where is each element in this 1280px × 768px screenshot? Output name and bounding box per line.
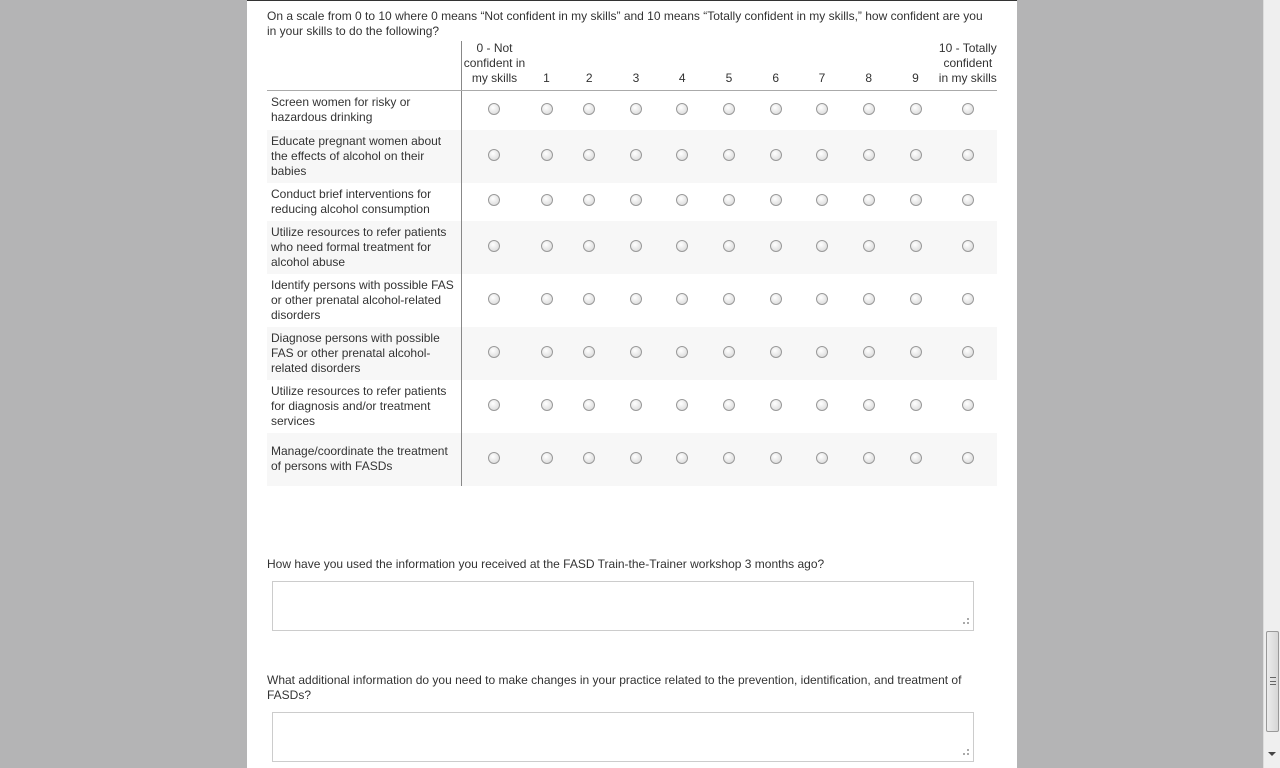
column-header: 3 — [613, 41, 659, 91]
radio-button-3[interactable] — [630, 194, 642, 206]
radio-button-1[interactable] — [541, 149, 553, 161]
radio-cell — [753, 327, 799, 380]
column-header: 2 — [566, 41, 613, 91]
radio-button-7[interactable] — [816, 103, 828, 115]
radio-cell — [753, 130, 799, 183]
radio-button-9[interactable] — [910, 240, 922, 252]
radio-cell — [753, 380, 799, 433]
radio-cell — [659, 221, 705, 274]
radio-button-8[interactable] — [863, 149, 875, 161]
row-label: Educate pregnant women about the effects of alcohol on their babies — [267, 130, 461, 183]
radio-cell — [461, 433, 527, 486]
radio-button-8[interactable] — [863, 240, 875, 252]
radio-cell — [892, 380, 938, 433]
radio-button-0[interactable] — [488, 149, 500, 161]
radio-cell — [799, 183, 845, 221]
column-header: 0 - Not confident in my skills — [461, 41, 527, 91]
radio-cell — [613, 183, 659, 221]
radio-cell — [527, 221, 565, 274]
column-header: 4 — [659, 41, 705, 91]
column-header: 5 — [705, 41, 752, 91]
radio-cell — [892, 433, 938, 486]
grip-icon — [1270, 677, 1276, 685]
radio-cell — [799, 91, 845, 130]
radio-button-2[interactable] — [583, 149, 595, 161]
row-label: Identify persons with possible FAS or other prenatal alcohol-related disorders — [267, 274, 461, 327]
radio-cell — [845, 433, 892, 486]
radio-button-7[interactable] — [816, 293, 828, 305]
radio-button-6[interactable] — [770, 194, 782, 206]
radio-cell — [939, 274, 997, 327]
radio-cell — [566, 327, 613, 380]
radio-cell — [566, 221, 613, 274]
radio-cell — [845, 327, 892, 380]
radio-cell — [799, 274, 845, 327]
radio-button-9[interactable] — [910, 103, 922, 115]
radio-button-5[interactable] — [723, 194, 735, 206]
radio-button-6[interactable] — [770, 103, 782, 115]
radio-button-6[interactable] — [770, 149, 782, 161]
radio-cell — [892, 274, 938, 327]
radio-cell — [659, 130, 705, 183]
matrix-row — [267, 380, 997, 433]
radio-cell — [939, 130, 997, 183]
radio-button-5[interactable] — [723, 452, 735, 464]
radio-cell — [845, 130, 892, 183]
column-header: 10 - Totally confident in my skills — [939, 41, 997, 91]
radio-button-7[interactable] — [816, 452, 828, 464]
radio-cell — [845, 183, 892, 221]
radio-button-9[interactable] — [910, 149, 922, 161]
radio-cell — [799, 433, 845, 486]
radio-cell — [845, 221, 892, 274]
radio-cell — [566, 183, 613, 221]
radio-cell — [939, 183, 997, 221]
radio-button-0[interactable] — [488, 346, 500, 358]
radio-button-3[interactable] — [630, 452, 642, 464]
radio-cell — [799, 380, 845, 433]
radio-cell — [461, 91, 527, 130]
vertical-scrollbar[interactable] — [1263, 0, 1280, 768]
q2-textarea[interactable] — [272, 581, 974, 631]
radio-button-0[interactable] — [488, 194, 500, 206]
radio-cell — [659, 327, 705, 380]
radio-button-3[interactable] — [630, 399, 642, 411]
radio-button-2[interactable] — [583, 346, 595, 358]
radio-cell — [659, 433, 705, 486]
radio-button-7[interactable] — [816, 399, 828, 411]
radio-button-9[interactable] — [910, 346, 922, 358]
row-label: Diagnose persons with possible FAS or other prenatal alcohol-related disorders — [267, 327, 461, 380]
radio-cell — [566, 274, 613, 327]
radio-cell — [461, 221, 527, 274]
radio-button-3[interactable] — [630, 346, 642, 358]
radio-cell — [527, 327, 565, 380]
radio-cell — [845, 91, 892, 130]
radio-button-9[interactable] — [910, 194, 922, 206]
radio-cell — [753, 183, 799, 221]
radio-button-8[interactable] — [863, 103, 875, 115]
radio-cell — [527, 130, 565, 183]
radio-button-9[interactable] — [910, 293, 922, 305]
radio-cell — [705, 274, 752, 327]
radio-button-0[interactable] — [488, 452, 500, 464]
matrix-row — [267, 221, 997, 274]
column-header: 6 — [753, 41, 799, 91]
radio-cell — [799, 221, 845, 274]
radio-button-0[interactable] — [488, 293, 500, 305]
matrix-row — [267, 130, 997, 183]
radio-cell — [939, 380, 997, 433]
radio-button-8[interactable] — [863, 399, 875, 411]
radio-button-5[interactable] — [723, 346, 735, 358]
radio-button-6[interactable] — [770, 293, 782, 305]
radio-cell — [845, 274, 892, 327]
radio-button-10[interactable] — [962, 293, 974, 305]
radio-cell — [892, 91, 938, 130]
radio-cell — [613, 327, 659, 380]
radio-button-7[interactable] — [816, 346, 828, 358]
radio-button-7[interactable] — [816, 240, 828, 252]
radio-cell — [892, 130, 938, 183]
matrix-question: On a scale from 0 to 10 where 0 means “Not confident in my skills” and 10 means “Totally confident in my skills,” how confident are you in your skills to do the following? — [267, 9, 983, 38]
resize-grip-icon[interactable] — [963, 618, 969, 624]
radio-button-7[interactable] — [816, 149, 828, 161]
radio-button-9[interactable] — [910, 399, 922, 411]
radio-cell — [527, 433, 565, 486]
radio-cell — [659, 274, 705, 327]
radio-button-2[interactable] — [583, 103, 595, 115]
radio-button-5[interactable] — [723, 399, 735, 411]
radio-cell — [705, 183, 752, 221]
radio-button-3[interactable] — [630, 293, 642, 305]
radio-button-6[interactable] — [770, 346, 782, 358]
radio-cell — [566, 130, 613, 183]
matrix-row — [267, 274, 997, 327]
radio-button-3[interactable] — [630, 149, 642, 161]
radio-cell — [566, 433, 613, 486]
radio-button-10[interactable] — [962, 240, 974, 252]
q3-question: What additional information do you need to make changes in your practice related to the prevention, identification, and treatment of FASDs? — [267, 673, 962, 702]
radio-cell — [461, 380, 527, 433]
radio-cell — [461, 183, 527, 221]
radio-cell — [939, 91, 997, 130]
radio-cell — [892, 183, 938, 221]
radio-cell — [566, 91, 613, 130]
radio-cell — [753, 221, 799, 274]
radio-button-1[interactable] — [541, 293, 553, 305]
radio-button-0[interactable] — [488, 240, 500, 252]
radio-button-3[interactable] — [630, 240, 642, 252]
radio-button-8[interactable] — [863, 293, 875, 305]
matrix-row — [267, 433, 997, 486]
radio-cell — [892, 327, 938, 380]
radio-cell — [892, 221, 938, 274]
radio-cell — [613, 433, 659, 486]
radio-button-4[interactable] — [676, 240, 688, 252]
matrix-row — [267, 91, 997, 130]
radio-cell — [461, 274, 527, 327]
radio-cell — [461, 130, 527, 183]
radio-button-7[interactable] — [816, 194, 828, 206]
radio-button-8[interactable] — [863, 346, 875, 358]
radio-button-6[interactable] — [770, 240, 782, 252]
radio-cell — [613, 221, 659, 274]
radio-button-1[interactable] — [541, 240, 553, 252]
radio-button-5[interactable] — [723, 103, 735, 115]
radio-button-6[interactable] — [770, 399, 782, 411]
radio-cell — [799, 327, 845, 380]
radio-button-6[interactable] — [770, 452, 782, 464]
radio-button-5[interactable] — [723, 240, 735, 252]
radio-cell — [753, 274, 799, 327]
column-header: 7 — [799, 41, 845, 91]
radio-button-4[interactable] — [676, 346, 688, 358]
row-label: Manage/coordinate the treatment of persons with FASDs — [267, 433, 461, 486]
corner-header — [267, 41, 461, 91]
radio-button-1[interactable] — [541, 399, 553, 411]
radio-cell — [613, 91, 659, 130]
matrix-row — [267, 327, 997, 380]
radio-button-8[interactable] — [863, 452, 875, 464]
radio-cell — [939, 221, 997, 274]
radio-button-10[interactable] — [962, 452, 974, 464]
radio-button-3[interactable] — [630, 103, 642, 115]
radio-cell — [659, 91, 705, 130]
q2-question: How have you used the information you received at the FASD Train-the-Trainer workshop 3 months ago? — [267, 557, 825, 571]
radio-cell — [613, 274, 659, 327]
column-header: 8 — [845, 41, 892, 91]
radio-button-8[interactable] — [863, 194, 875, 206]
radio-cell — [461, 327, 527, 380]
radio-cell — [705, 91, 752, 130]
radio-cell — [705, 380, 752, 433]
radio-cell — [527, 91, 565, 130]
radio-button-9[interactable] — [910, 452, 922, 464]
radio-cell — [705, 433, 752, 486]
radio-cell — [659, 183, 705, 221]
radio-button-1[interactable] — [541, 452, 553, 464]
radio-cell — [527, 183, 565, 221]
radio-cell — [753, 433, 799, 486]
radio-cell — [705, 221, 752, 274]
radio-button-1[interactable] — [541, 346, 553, 358]
radio-button-4[interactable] — [676, 293, 688, 305]
radio-button-4[interactable] — [676, 149, 688, 161]
radio-button-5[interactable] — [723, 149, 735, 161]
radio-button-4[interactable] — [676, 399, 688, 411]
radio-button-2[interactable] — [583, 293, 595, 305]
radio-button-10[interactable] — [962, 346, 974, 358]
resize-grip-icon[interactable] — [963, 749, 969, 755]
radio-button-10[interactable] — [962, 194, 974, 206]
radio-button-10[interactable] — [962, 103, 974, 115]
radio-button-2[interactable] — [583, 240, 595, 252]
radio-cell — [527, 380, 565, 433]
row-label: Utilize resources to refer patients for diagnosis and/or treatment services — [267, 380, 461, 433]
radio-button-2[interactable] — [583, 399, 595, 411]
radio-button-10[interactable] — [962, 399, 974, 411]
row-label: Conduct brief interventions for reducing alcohol consumption — [267, 183, 461, 221]
radio-cell — [613, 130, 659, 183]
radio-cell — [659, 380, 705, 433]
radio-button-0[interactable] — [488, 103, 500, 115]
radio-button-2[interactable] — [583, 194, 595, 206]
radio-button-4[interactable] — [676, 194, 688, 206]
radio-cell — [613, 380, 659, 433]
radio-button-5[interactable] — [723, 293, 735, 305]
scrollbar-thumb[interactable] — [1266, 631, 1279, 732]
radio-button-1[interactable] — [541, 194, 553, 206]
radio-cell — [566, 380, 613, 433]
survey-page — [247, 0, 1017, 768]
radio-cell — [705, 327, 752, 380]
row-label: Utilize resources to refer patients who need formal treatment for alcohol abuse — [267, 221, 461, 274]
radio-button-0[interactable] — [488, 399, 500, 411]
radio-button-10[interactable] — [962, 149, 974, 161]
matrix-row — [267, 183, 997, 221]
radio-button-2[interactable] — [583, 452, 595, 464]
radio-button-4[interactable] — [676, 452, 688, 464]
scroll-down-arrow-icon[interactable] — [1268, 752, 1276, 756]
radio-cell — [753, 91, 799, 130]
radio-cell — [799, 130, 845, 183]
radio-cell — [845, 380, 892, 433]
confidence-matrix — [267, 41, 997, 486]
radio-cell — [939, 433, 997, 486]
column-header: 1 — [527, 41, 565, 91]
radio-cell — [705, 130, 752, 183]
radio-button-1[interactable] — [541, 103, 553, 115]
radio-button-4[interactable] — [676, 103, 688, 115]
q3-textarea[interactable] — [272, 712, 974, 762]
radio-cell — [939, 327, 997, 380]
row-label: Screen women for risky or hazardous drinking — [267, 91, 461, 130]
radio-cell — [527, 274, 565, 327]
column-header: 9 — [892, 41, 938, 91]
